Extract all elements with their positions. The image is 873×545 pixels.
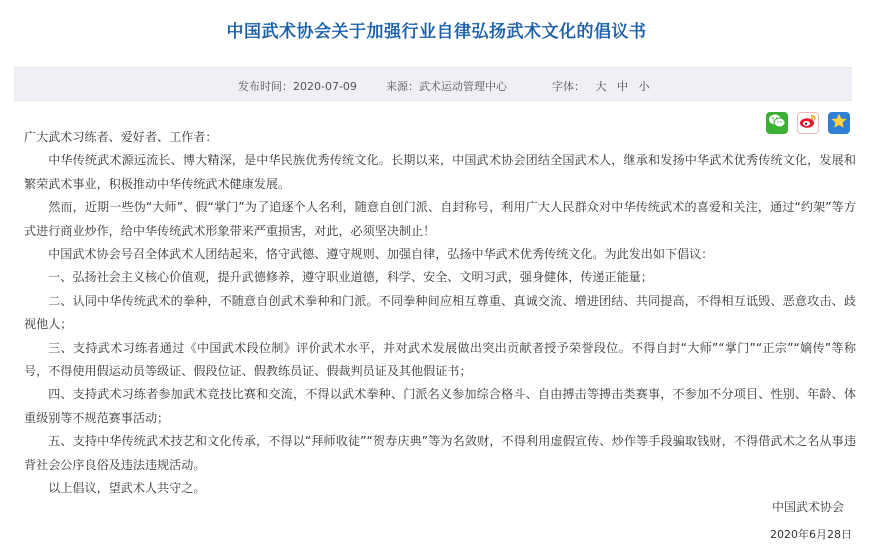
article-meta-bar: [14, 67, 852, 101]
source-value: 武术运动管理中心: [419, 80, 507, 93]
source-label: 来源：: [386, 80, 419, 93]
publish-info: [238, 78, 357, 94]
closing-paragraph: 以上倡议，望武术人共守之。: [48, 481, 206, 496]
body-paragraph: 中国武术协会号召全体武术人团结起来，恪守武德、遵守规则、加强自律，弘扬中华武术优秀传统文化。为此发出如下倡议：: [48, 247, 714, 262]
signature-date: 2020年6月28日: [770, 528, 852, 541]
font-size-large-button[interactable]: 大: [595, 80, 607, 93]
publish-label: 发布时间：: [238, 80, 293, 93]
source-info: [386, 78, 507, 94]
body-paragraph: 四、支持武术习练者参加武术竞技比赛和交流，不得以武术拳种、门派名义参加综合格斗、自由搏击等搏击类赛事，不参加不分项目、性别、年龄、体重级别等不规范赛事活动；: [24, 387, 856, 425]
body-paragraph: 二、认同中华传统武术的拳种，不随意自创武术拳种和门派。不同拳种间应相互尊重、真诚交流、增进团结、共同提高，不得相互诋毁、恶意攻击、歧视他人；: [24, 293, 856, 332]
signature: 中国武术协会: [771, 500, 844, 514]
font-size-medium-button[interactable]: 中: [617, 80, 628, 93]
body-paragraph: 一、弘扬社会主义核心价值观，提升武德修养，遵守职业道德，科学、安全、文明习武，强身健体，传递正能量；: [48, 270, 653, 285]
article-title: 中国武术协会关于加强行业自律弘扬武术文化的倡议书: [226, 22, 647, 42]
publish-date: 2020-07-09: [293, 80, 357, 93]
body-paragraph: 中华传统武术源远流长、博大精深，是中华民族优秀传统文化。长期以来，中国武术协会团结全国武术人，继承和发扬中华武术优秀传统文化，发展和繁荣武术事业，积极推动中华传统武术健康发展。: [24, 153, 856, 191]
article-body: [24, 126, 856, 501]
body-paragraph: 然而，近期一些伪“大师”、假“掌门”为了追逐个人名利，随意自创门派、自封称号，利用广大人民群众对中华传统武术的喜爱和关注，通过“约架”等方式进行商业炒作，给中华传统武术形象带来严重损害，对此，必须坚决制止！: [24, 200, 856, 238]
body-paragraph: 三、支持武术习练者通过《中国武术段位制》评价武术水平，并对武术发展做出突出贡献者授予荣誉段位。不得自封“大师”“掌门”“正宗”“嫡传”等称号，不得使用假运动员等级证、假段位证、假教练员证、假裁判员证及其他假证书；: [24, 340, 856, 379]
font-size-label: 字体：: [552, 80, 585, 93]
font-size-selector: [552, 78, 650, 94]
body-paragraph: 五、支持中华传统武术技艺和文化传承，不得以“拜师收徒”“贺寿庆典”等为名敛财，不得利用虚假宣传、炒作等手段骗取钱财，不得借武术之名从事违背社会公序良俗及违法违规活动。: [24, 434, 856, 472]
font-size-small-button[interactable]: 小: [638, 80, 650, 93]
salutation: 广大武术习练者、爱好者、工作者：: [24, 130, 218, 144]
